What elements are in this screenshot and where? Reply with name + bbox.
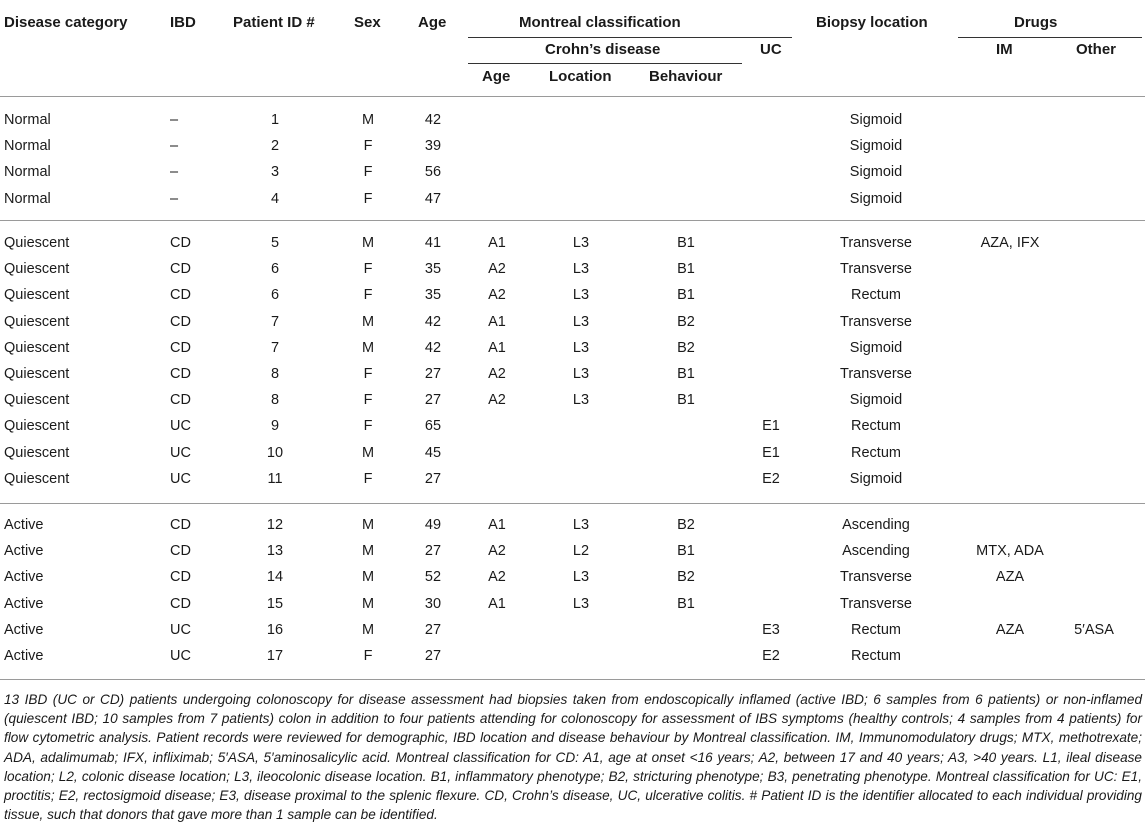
cell-age: 49 bbox=[424, 517, 442, 533]
cell-cd-age: A2 bbox=[488, 543, 506, 560]
header-divider bbox=[0, 96, 1145, 97]
cell-uc: E2 bbox=[762, 648, 780, 664]
cell-ibd: UC bbox=[170, 444, 191, 461]
cell-age: 41 bbox=[424, 235, 442, 251]
cell-age: 35 bbox=[424, 261, 442, 278]
cell-age: 30 bbox=[424, 595, 442, 612]
table-footnote: 13 IBD (UC or CD) patients undergoing colonoscopy for disease assessment had biopsies taken from endoscopically inflamed (active IBD; 6 samples from 6 patients) or non-inflamed (quiescent IBD; 10 samples from 7 patients) colon in addition to four patients attending for colonoscopy for assessment of IBS symptoms (healthy controls; 4 samples from 4 patients) for flow cytometric analysis. Patient records were reviewed for demographic, IBD location and disease behaviour by Montreal classification. IM, Immunomodulatory drugs; MTX, methotrexate; ADA, adalimumab; IFX, infliximab; 5′ASA, 5′aminosalicylic acid. Montreal classification for CD: A1, age at onset <16 years; A2, between 17 and 40 years; A3, >40 years. L1, ileal disease location; L2, colonic disease location; L3, ileocolonic disease location. B1, inflammatory phenotype; B2, stricturing phenotype; B3, penetrating phenotype. Montreal classification for UC: E1, proctitis; E2, rectosigmoid disease; E3, disease proximal to the splenic flexure. CD, Crohn’s disease, UC, ulcerative colitis. # Patient ID is the identifier allocated to each individual providing tissue, such that donors that gave more than 1 sample can be identified. bbox=[4, 692, 1142, 823]
cell-ibd: UC bbox=[170, 418, 191, 435]
cell-patient-id: 8 bbox=[270, 392, 280, 409]
cell-sex: F bbox=[363, 418, 373, 435]
cell-cd-location: L3 bbox=[572, 287, 590, 304]
cell-biopsy-location: Sigmoid bbox=[849, 190, 903, 207]
cell-biopsy-location: Rectum bbox=[851, 444, 901, 461]
cell-patient-id: 16 bbox=[266, 621, 284, 638]
cell-biopsy-location: Transverse bbox=[840, 261, 912, 278]
cell-age: 27 bbox=[424, 543, 442, 560]
cell-patient-id: 6 bbox=[270, 287, 280, 304]
cell-biopsy-location: Rectum bbox=[851, 648, 901, 664]
crohns-rule bbox=[468, 63, 742, 64]
cell-sex: M bbox=[361, 339, 375, 356]
cell-sex: F bbox=[363, 366, 373, 382]
cell-disease-category: Normal bbox=[4, 112, 51, 128]
cell-ibd: CD bbox=[170, 366, 191, 382]
cell-ibd: CD bbox=[170, 339, 191, 356]
cell-sex: F bbox=[363, 261, 373, 278]
montreal-rule bbox=[468, 37, 792, 38]
header-ibd: IBD bbox=[170, 14, 196, 31]
cell-biopsy-location: Sigmoid bbox=[849, 138, 903, 155]
cell-sex: F bbox=[363, 164, 373, 181]
cell-sex: M bbox=[361, 595, 375, 612]
cell-disease-category: Quiescent bbox=[4, 313, 70, 330]
cell-disease-category: Quiescent bbox=[4, 418, 70, 435]
cell-patient-id: 2 bbox=[270, 138, 280, 155]
cell-cd-behaviour: B1 bbox=[677, 261, 695, 278]
cell-patient-id: 15 bbox=[266, 595, 284, 612]
cell-sex: M bbox=[361, 112, 375, 128]
cell-biopsy-location: Rectum bbox=[851, 418, 901, 435]
cell-biopsy-location: Sigmoid bbox=[849, 470, 903, 487]
cell-biopsy-location: Sigmoid bbox=[849, 339, 903, 356]
cell-cd-age: A2 bbox=[488, 392, 506, 409]
cell-disease-category: Quiescent bbox=[4, 261, 70, 278]
cell-sex: F bbox=[363, 190, 373, 207]
cell-uc: E1 bbox=[762, 418, 780, 435]
cell-disease-category: Quiescent bbox=[4, 339, 70, 356]
cell-age: 27 bbox=[424, 392, 442, 409]
cell-disease-category: Active bbox=[4, 595, 44, 612]
cell-age: 27 bbox=[424, 621, 442, 638]
cell-biopsy-location: Rectum bbox=[851, 287, 901, 304]
cell-ibd: UC bbox=[170, 648, 191, 664]
cell-biopsy-location: Ascending bbox=[842, 517, 910, 533]
cell-sex: M bbox=[361, 313, 375, 330]
cell-uc: E1 bbox=[762, 444, 780, 461]
cell-cd-age: A2 bbox=[488, 366, 506, 382]
group-divider-quiescent bbox=[0, 503, 1145, 504]
cell-cd-behaviour: B1 bbox=[677, 366, 695, 382]
cell-disease-category: Active bbox=[4, 517, 44, 533]
cell-disease-category: Normal bbox=[4, 190, 51, 207]
cell-drugs-im: AZA, IFX bbox=[980, 235, 1040, 251]
cell-ibd: CD bbox=[170, 235, 191, 251]
cell-sex: F bbox=[363, 138, 373, 155]
cell-ibd: UC bbox=[170, 621, 191, 638]
cell-patient-id: 11 bbox=[267, 470, 283, 487]
cell-cd-behaviour: B1 bbox=[677, 392, 695, 409]
cell-age: 27 bbox=[424, 366, 442, 382]
cell-patient-id: 12 bbox=[266, 517, 284, 533]
cell-age: 65 bbox=[424, 418, 442, 435]
cell-disease-category: Quiescent bbox=[4, 444, 70, 461]
cell-sex: F bbox=[363, 392, 373, 409]
cell-ibd: CD bbox=[170, 261, 191, 278]
cell-cd-age: A1 bbox=[488, 235, 506, 251]
header-sex: Sex bbox=[354, 14, 381, 31]
cell-patient-id: 4 bbox=[270, 190, 280, 207]
cell-biopsy-location: Sigmoid bbox=[849, 392, 903, 409]
cell-disease-category: Active bbox=[4, 569, 44, 586]
cell-age: 42 bbox=[424, 112, 442, 128]
cell-ibd: – bbox=[170, 138, 179, 155]
cell-cd-age: A1 bbox=[488, 517, 506, 533]
cell-sex: M bbox=[361, 444, 375, 461]
cell-ibd: UC bbox=[170, 470, 191, 487]
cell-patient-id: 1 bbox=[270, 112, 280, 128]
cell-cd-age: A1 bbox=[488, 339, 506, 356]
header-uc: UC bbox=[760, 41, 782, 58]
cell-patient-id: 7 bbox=[270, 339, 280, 356]
cell-biopsy-location: Rectum bbox=[851, 621, 901, 638]
cell-biopsy-location: Sigmoid bbox=[849, 112, 903, 128]
cell-drugs-im: MTX, ADA bbox=[976, 543, 1044, 560]
cell-cd-behaviour: B2 bbox=[677, 517, 695, 533]
cell-ibd: – bbox=[170, 190, 179, 207]
cell-cd-location: L3 bbox=[572, 339, 590, 356]
cell-ibd: CD bbox=[170, 543, 191, 560]
cell-disease-category: Quiescent bbox=[4, 287, 70, 304]
cell-cd-age: A2 bbox=[488, 569, 506, 586]
cell-ibd: – bbox=[170, 112, 179, 128]
cell-drugs-im: AZA bbox=[995, 569, 1025, 586]
header-biopsy-location: Biopsy location bbox=[816, 14, 928, 31]
cell-patient-id: 7 bbox=[270, 313, 280, 330]
cell-cd-behaviour: B1 bbox=[677, 543, 695, 560]
cell-cd-age: A2 bbox=[488, 287, 506, 304]
cell-ibd: CD bbox=[170, 392, 191, 409]
cell-biopsy-location: Transverse bbox=[840, 595, 912, 612]
header-montreal-classification: Montreal classification bbox=[519, 14, 681, 31]
cell-disease-category: Quiescent bbox=[4, 470, 70, 487]
cell-disease-category: Active bbox=[4, 621, 44, 638]
cell-cd-location: L3 bbox=[572, 235, 590, 251]
cell-disease-category: Quiescent bbox=[4, 392, 70, 409]
cell-cd-behaviour: B2 bbox=[677, 569, 695, 586]
cell-disease-category: Quiescent bbox=[4, 235, 70, 251]
cell-uc: E2 bbox=[762, 470, 780, 487]
cell-sex: M bbox=[361, 569, 375, 586]
cell-age: 42 bbox=[424, 313, 442, 330]
header-patient-id: Patient ID # bbox=[233, 14, 315, 31]
cell-biopsy-location: Transverse bbox=[840, 366, 912, 382]
cell-cd-location: L3 bbox=[572, 569, 590, 586]
cell-disease-category: Normal bbox=[4, 138, 51, 155]
cell-sex: M bbox=[361, 235, 375, 251]
cell-biopsy-location: Transverse bbox=[840, 235, 912, 251]
cell-cd-location: L3 bbox=[572, 313, 590, 330]
cell-disease-category: Normal bbox=[4, 164, 51, 181]
cell-cd-behaviour: B1 bbox=[677, 595, 695, 612]
cell-cd-age: A2 bbox=[488, 261, 506, 278]
cell-cd-location: L2 bbox=[572, 543, 590, 560]
cell-disease-category: Quiescent bbox=[4, 366, 70, 382]
cell-sex: M bbox=[361, 621, 375, 638]
cell-drugs-im: AZA bbox=[995, 621, 1025, 638]
cell-patient-id: 14 bbox=[266, 569, 284, 586]
header-disease-category: Disease category bbox=[4, 14, 128, 31]
cell-cd-behaviour: B2 bbox=[677, 313, 695, 330]
cell-patient-id: 10 bbox=[266, 444, 284, 461]
cell-cd-behaviour: B1 bbox=[677, 235, 695, 251]
cell-patient-id: 13 bbox=[266, 543, 284, 560]
cell-ibd: CD bbox=[170, 569, 191, 586]
cell-disease-category: Active bbox=[4, 648, 44, 664]
cell-ibd: – bbox=[170, 164, 179, 181]
cell-patient-id: 8 bbox=[270, 366, 280, 382]
cell-age: 52 bbox=[424, 569, 442, 586]
cell-patient-id: 6 bbox=[270, 261, 280, 278]
cell-uc: E3 bbox=[762, 621, 780, 638]
header-im: IM bbox=[996, 41, 1013, 58]
cell-age: 56 bbox=[424, 164, 442, 181]
cell-cd-location: L3 bbox=[572, 392, 590, 409]
cell-ibd: CD bbox=[170, 595, 191, 612]
cell-cd-age: A1 bbox=[488, 595, 506, 612]
cell-patient-id: 5 bbox=[270, 235, 280, 251]
cell-cd-age: A1 bbox=[488, 313, 506, 330]
header-cd-location: Location bbox=[549, 68, 612, 85]
drugs-rule bbox=[958, 37, 1142, 38]
header-crohns-disease: Crohn’s disease bbox=[545, 41, 661, 58]
cell-sex: F bbox=[363, 648, 373, 664]
cell-age: 45 bbox=[424, 444, 442, 461]
cell-ibd: CD bbox=[170, 313, 191, 330]
header-other: Other bbox=[1076, 41, 1117, 58]
cell-sex: F bbox=[363, 287, 373, 304]
table-bottom-rule bbox=[0, 679, 1145, 680]
cell-cd-location: L3 bbox=[572, 261, 590, 278]
group-divider-normal bbox=[0, 220, 1145, 221]
cell-ibd: CD bbox=[170, 287, 191, 304]
cell-biopsy-location: Ascending bbox=[842, 543, 910, 560]
cell-biopsy-location: Sigmoid bbox=[849, 164, 903, 181]
cell-cd-behaviour: B1 bbox=[677, 287, 695, 304]
cell-disease-category: Active bbox=[4, 543, 44, 560]
cell-patient-id: 9 bbox=[270, 418, 280, 435]
cell-ibd: CD bbox=[170, 517, 191, 533]
cell-cd-location: L3 bbox=[572, 517, 590, 533]
cell-sex: M bbox=[361, 517, 375, 533]
cell-cd-behaviour: B2 bbox=[677, 339, 695, 356]
cell-cd-location: L3 bbox=[572, 595, 590, 612]
cell-age: 27 bbox=[424, 648, 442, 664]
cell-patient-id: 3 bbox=[270, 164, 280, 181]
header-age: Age bbox=[418, 14, 447, 31]
cell-age: 35 bbox=[424, 287, 442, 304]
cell-sex: F bbox=[363, 470, 373, 487]
header-cd-age: Age bbox=[482, 68, 511, 85]
cell-cd-location: L3 bbox=[572, 366, 590, 382]
cell-biopsy-location: Transverse bbox=[840, 313, 912, 330]
cell-age: 42 bbox=[424, 339, 442, 356]
cell-patient-id: 17 bbox=[266, 648, 284, 664]
cell-sex: M bbox=[361, 543, 375, 560]
header-drugs: Drugs bbox=[1014, 14, 1058, 31]
cell-age: 47 bbox=[424, 190, 442, 207]
cell-drugs-other: 5′ASA bbox=[1074, 621, 1114, 638]
cell-age: 27 bbox=[424, 470, 442, 487]
cell-biopsy-location: Transverse bbox=[840, 569, 912, 586]
cell-age: 39 bbox=[424, 138, 442, 155]
header-cd-behaviour: Behaviour bbox=[649, 68, 723, 85]
